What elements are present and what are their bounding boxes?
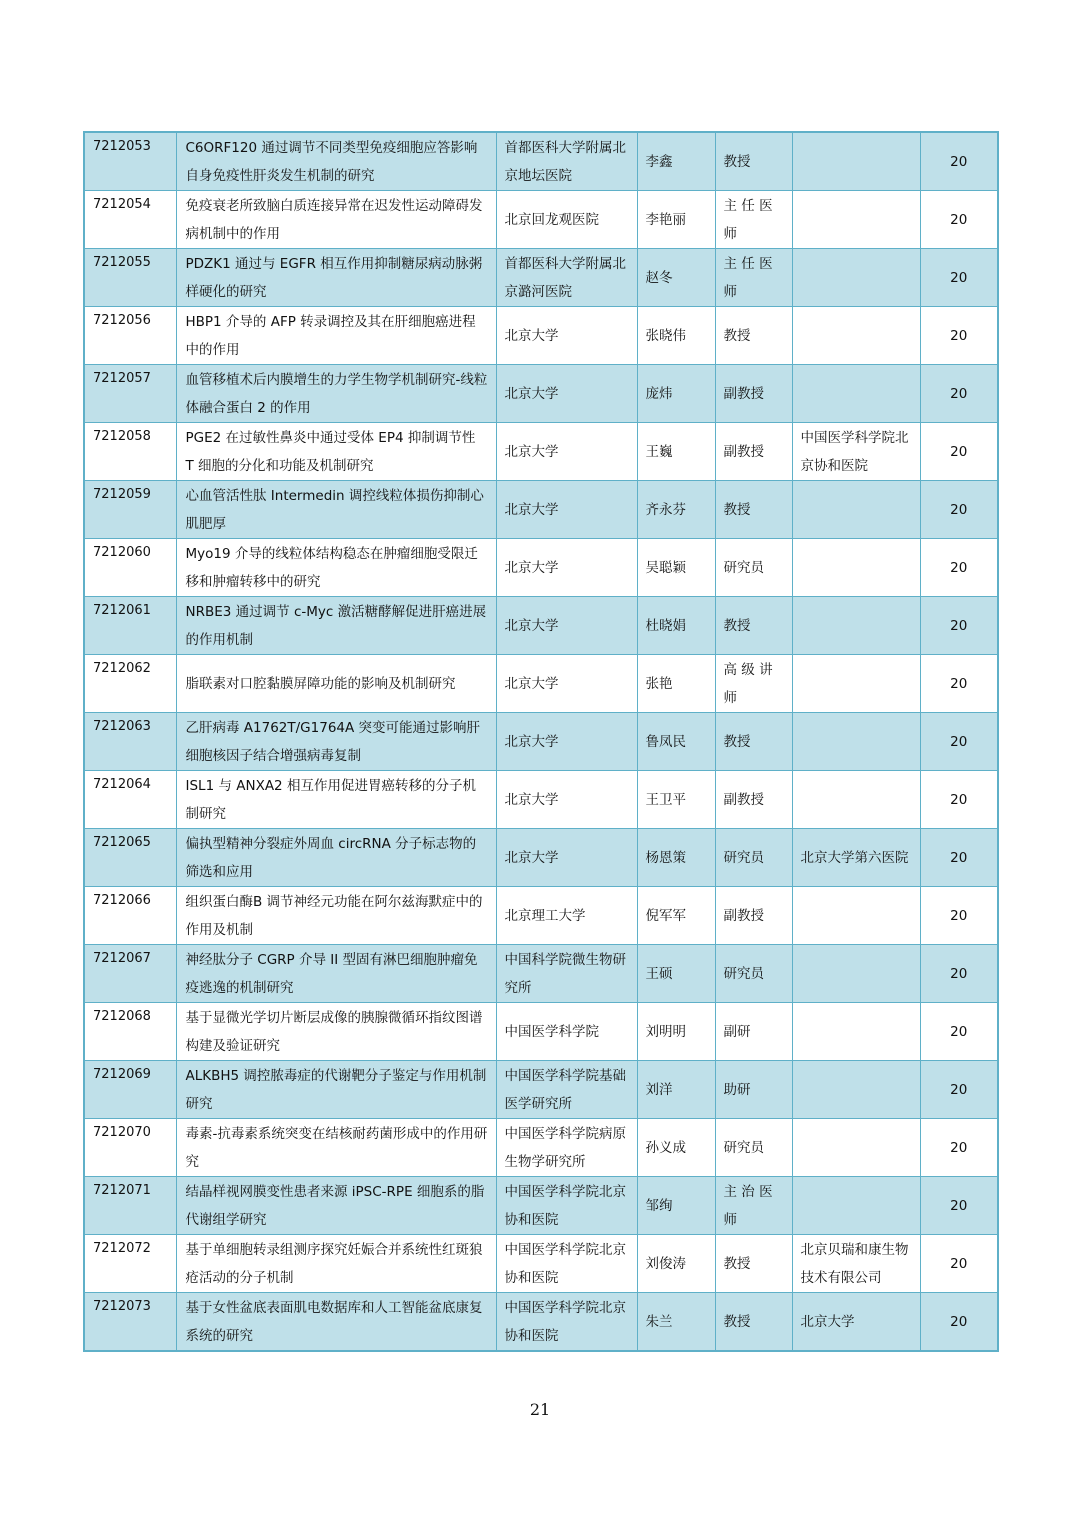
institution-cell: 北京大学 — [496, 597, 637, 655]
project-title-cell: 基于女性盆底表面肌电数据库和人工智能盆底康复系统的研究 — [176, 1293, 496, 1352]
partner-institution-cell — [792, 1119, 920, 1177]
title-rank-cell: 教授 — [715, 1293, 792, 1352]
partner-institution-cell — [792, 539, 920, 597]
funding-amount-cell: 20 — [920, 423, 998, 481]
title-rank-cell: 主 任 医 师 — [715, 191, 792, 249]
partner-institution-cell — [792, 249, 920, 307]
leader-name-cell: 杨恩策 — [637, 829, 715, 887]
partner-institution-cell — [792, 945, 920, 1003]
institution-cell: 中国医学科学院北京协和医院 — [496, 1177, 637, 1235]
title-rank-cell: 研究员 — [715, 1119, 792, 1177]
project-title-cell: 血管移植术后内膜增生的力学生物学机制研究-线粒体融合蛋白 2 的作用 — [176, 365, 496, 423]
project-id-cell: 7212061 — [84, 597, 176, 655]
funding-amount-cell: 20 — [920, 1003, 998, 1061]
table-row — [84, 307, 998, 365]
project-id-cell: 7212069 — [84, 1061, 176, 1119]
table-row — [84, 655, 998, 713]
leader-name-cell: 王巍 — [637, 423, 715, 481]
funding-amount-cell: 20 — [920, 829, 998, 887]
title-rank-cell: 研究员 — [715, 539, 792, 597]
funding-amount-cell: 20 — [920, 655, 998, 713]
project-title-cell: 免疫衰老所致脑白质连接异常在迟发性运动障碍发病机制中的作用 — [176, 191, 496, 249]
title-rank-cell: 助研 — [715, 1061, 792, 1119]
partner-institution-cell — [792, 1177, 920, 1235]
leader-name-cell: 赵冬 — [637, 249, 715, 307]
project-title-cell: PGE2 在过敏性鼻炎中通过受体 EP4 抑制调节性 T 细胞的分化和功能及机制研究 — [176, 423, 496, 481]
project-id-cell: 7212059 — [84, 481, 176, 539]
title-rank-cell: 副研 — [715, 1003, 792, 1061]
table-row — [84, 539, 998, 597]
project-table — [83, 131, 999, 1352]
project-title-cell: 神经肽分子 CGRP 介导 II 型固有淋巴细胞肿瘤免疫逃逸的机制研究 — [176, 945, 496, 1003]
partner-institution-cell — [792, 365, 920, 423]
table-row — [84, 1061, 998, 1119]
partner-institution-cell: 北京贝瑞和康生物技术有限公司 — [792, 1235, 920, 1293]
leader-name-cell: 杜晓娟 — [637, 597, 715, 655]
table-row — [84, 713, 998, 771]
leader-name-cell: 邹绚 — [637, 1177, 715, 1235]
project-id-cell: 7212055 — [84, 249, 176, 307]
project-id-cell: 7212058 — [84, 423, 176, 481]
funding-amount-cell: 20 — [920, 771, 998, 829]
funding-amount-cell: 20 — [920, 1293, 998, 1352]
institution-cell: 北京理工大学 — [496, 887, 637, 945]
funding-amount-cell: 20 — [920, 887, 998, 945]
partner-institution-cell — [792, 1003, 920, 1061]
table-row — [84, 829, 998, 887]
page-number: 21 — [529, 1400, 551, 1419]
table-row — [84, 1177, 998, 1235]
partner-institution-cell: 中国医学科学院北京协和医院 — [792, 423, 920, 481]
project-title-cell: NRBE3 通过调节 c-Myc 激活糖酵解促进肝癌进展的作用机制 — [176, 597, 496, 655]
project-id-cell: 7212056 — [84, 307, 176, 365]
project-id-cell: 7212073 — [84, 1293, 176, 1352]
table-body — [84, 132, 998, 1351]
project-id-cell: 7212072 — [84, 1235, 176, 1293]
table-row — [84, 365, 998, 423]
project-id-cell: 7212054 — [84, 191, 176, 249]
table-row — [84, 481, 998, 539]
leader-name-cell: 庞炜 — [637, 365, 715, 423]
leader-name-cell: 王硕 — [637, 945, 715, 1003]
institution-cell: 北京大学 — [496, 771, 637, 829]
funding-amount-cell: 20 — [920, 132, 998, 191]
funding-amount-cell: 20 — [920, 1177, 998, 1235]
title-rank-cell: 副教授 — [715, 887, 792, 945]
leader-name-cell: 孙义成 — [637, 1119, 715, 1177]
table-row — [84, 1235, 998, 1293]
title-rank-cell: 高 级 讲 师 — [715, 655, 792, 713]
institution-cell: 北京大学 — [496, 307, 637, 365]
funding-amount-cell: 20 — [920, 1235, 998, 1293]
project-title-cell: 脂联素对口腔黏膜屏障功能的影响及机制研究 — [176, 655, 496, 713]
title-rank-cell: 研究员 — [715, 945, 792, 1003]
project-title-cell: 偏执型精神分裂症外周血 circRNA 分子标志物的筛选和应用 — [176, 829, 496, 887]
leader-name-cell: 吴聪颖 — [637, 539, 715, 597]
table-row — [84, 1293, 998, 1352]
institution-cell: 中国医学科学院病原生物学研究所 — [496, 1119, 637, 1177]
project-title-cell: PDZK1 通过与 EGFR 相互作用抑制糖尿病动脉粥样硬化的研究 — [176, 249, 496, 307]
funding-amount-cell: 20 — [920, 539, 998, 597]
partner-institution-cell — [792, 887, 920, 945]
table-row — [84, 191, 998, 249]
funding-amount-cell: 20 — [920, 945, 998, 1003]
partner-institution-cell — [792, 1061, 920, 1119]
project-id-cell: 7212053 — [84, 132, 176, 191]
funding-amount-cell: 20 — [920, 481, 998, 539]
title-rank-cell: 副教授 — [715, 365, 792, 423]
institution-cell: 北京大学 — [496, 655, 637, 713]
institution-cell: 中国医学科学院北京协和医院 — [496, 1235, 637, 1293]
project-title-cell: Myo19 介导的线粒体结构稳态在肿瘤细胞受限迁移和肿瘤转移中的研究 — [176, 539, 496, 597]
funding-amount-cell: 20 — [920, 713, 998, 771]
table-row — [84, 945, 998, 1003]
leader-name-cell: 王卫平 — [637, 771, 715, 829]
leader-name-cell: 朱兰 — [637, 1293, 715, 1352]
partner-institution-cell — [792, 132, 920, 191]
project-title-cell: C6ORF120 通过调节不同类型免疫细胞应答影响自身免疫性肝炎发生机制的研究 — [176, 132, 496, 191]
leader-name-cell: 倪军军 — [637, 887, 715, 945]
institution-cell: 中国科学院微生物研究所 — [496, 945, 637, 1003]
project-id-cell: 7212070 — [84, 1119, 176, 1177]
title-rank-cell: 教授 — [715, 481, 792, 539]
project-id-cell: 7212066 — [84, 887, 176, 945]
leader-name-cell: 李艳丽 — [637, 191, 715, 249]
leader-name-cell: 鲁凤民 — [637, 713, 715, 771]
title-rank-cell: 教授 — [715, 307, 792, 365]
project-id-cell: 7212057 — [84, 365, 176, 423]
institution-cell: 北京大学 — [496, 539, 637, 597]
funding-amount-cell: 20 — [920, 1119, 998, 1177]
title-rank-cell: 主 治 医 师 — [715, 1177, 792, 1235]
funding-amount-cell: 20 — [920, 597, 998, 655]
title-rank-cell: 副教授 — [715, 771, 792, 829]
institution-cell: 北京回龙观医院 — [496, 191, 637, 249]
institution-cell: 北京大学 — [496, 423, 637, 481]
leader-name-cell: 刘洋 — [637, 1061, 715, 1119]
table-row — [84, 1003, 998, 1061]
project-title-cell: 结晶样视网膜变性患者来源 iPSC-RPE 细胞系的脂代谢组学研究 — [176, 1177, 496, 1235]
institution-cell: 北京大学 — [496, 713, 637, 771]
funding-amount-cell: 20 — [920, 365, 998, 423]
project-id-cell: 7212064 — [84, 771, 176, 829]
partner-institution-cell — [792, 713, 920, 771]
funding-amount-cell: 20 — [920, 249, 998, 307]
partner-institution-cell — [792, 481, 920, 539]
table-row — [84, 771, 998, 829]
leader-name-cell: 刘明明 — [637, 1003, 715, 1061]
partner-institution-cell — [792, 655, 920, 713]
funding-amount-cell: 20 — [920, 307, 998, 365]
institution-cell: 中国医学科学院基础医学研究所 — [496, 1061, 637, 1119]
project-title-cell: ALKBH5 调控脓毒症的代谢靶分子鉴定与作用机制研究 — [176, 1061, 496, 1119]
title-rank-cell: 副教授 — [715, 423, 792, 481]
table-row — [84, 1119, 998, 1177]
leader-name-cell: 张晓伟 — [637, 307, 715, 365]
institution-cell: 首都医科大学附属北京地坛医院 — [496, 132, 637, 191]
institution-cell: 北京大学 — [496, 365, 637, 423]
institution-cell: 北京大学 — [496, 481, 637, 539]
project-id-cell: 7212063 — [84, 713, 176, 771]
project-title-cell: 组织蛋白酶B 调节神经元功能在阿尔兹海默症中的作用及机制 — [176, 887, 496, 945]
leader-name-cell: 齐永芬 — [637, 481, 715, 539]
table-row — [84, 597, 998, 655]
title-rank-cell: 教授 — [715, 1235, 792, 1293]
project-title-cell: 心血管活性肽 Intermedin 调控线粒体损伤抑制心肌肥厚 — [176, 481, 496, 539]
project-title-cell: 基于显微光学切片断层成像的胰腺微循环指纹图谱构建及验证研究 — [176, 1003, 496, 1061]
title-rank-cell: 研究员 — [715, 829, 792, 887]
funding-amount-cell: 20 — [920, 191, 998, 249]
leader-name-cell: 李鑫 — [637, 132, 715, 191]
table-row — [84, 423, 998, 481]
partner-institution-cell: 北京大学 — [792, 1293, 920, 1352]
partner-institution-cell — [792, 597, 920, 655]
project-title-cell: 基于单细胞转录组测序探究妊娠合并系统性红斑狼疮活动的分子机制 — [176, 1235, 496, 1293]
project-title-cell: HBP1 介导的 AFP 转录调控及其在肝细胞癌进程中的作用 — [176, 307, 496, 365]
project-title-cell: 乙肝病毒 A1762T/G1764A 突变可能通过影响肝细胞核因子结合增强病毒复制 — [176, 713, 496, 771]
table-row — [84, 887, 998, 945]
leader-name-cell: 刘俊涛 — [637, 1235, 715, 1293]
title-rank-cell: 教授 — [715, 597, 792, 655]
title-rank-cell: 教授 — [715, 713, 792, 771]
project-id-cell: 7212068 — [84, 1003, 176, 1061]
project-id-cell: 7212065 — [84, 829, 176, 887]
institution-cell: 中国医学科学院 — [496, 1003, 637, 1061]
project-id-cell: 7212071 — [84, 1177, 176, 1235]
project-id-cell: 7212060 — [84, 539, 176, 597]
institution-cell: 中国医学科学院北京协和医院 — [496, 1293, 637, 1352]
partner-institution-cell — [792, 191, 920, 249]
table-row — [84, 132, 998, 191]
institution-cell: 北京大学 — [496, 829, 637, 887]
project-id-cell: 7212067 — [84, 945, 176, 1003]
project-title-cell: ISL1 与 ANXA2 相互作用促进胃癌转移的分子机制研究 — [176, 771, 496, 829]
partner-institution-cell: 北京大学第六医院 — [792, 829, 920, 887]
partner-institution-cell — [792, 307, 920, 365]
table-row — [84, 249, 998, 307]
project-title-cell: 毒素-抗毒素系统突变在结核耐药菌形成中的作用研究 — [176, 1119, 496, 1177]
funding-amount-cell: 20 — [920, 1061, 998, 1119]
title-rank-cell: 教授 — [715, 132, 792, 191]
title-rank-cell: 主 任 医 师 — [715, 249, 792, 307]
institution-cell: 首都医科大学附属北京潞河医院 — [496, 249, 637, 307]
project-id-cell: 7212062 — [84, 655, 176, 713]
partner-institution-cell — [792, 771, 920, 829]
leader-name-cell: 张艳 — [637, 655, 715, 713]
